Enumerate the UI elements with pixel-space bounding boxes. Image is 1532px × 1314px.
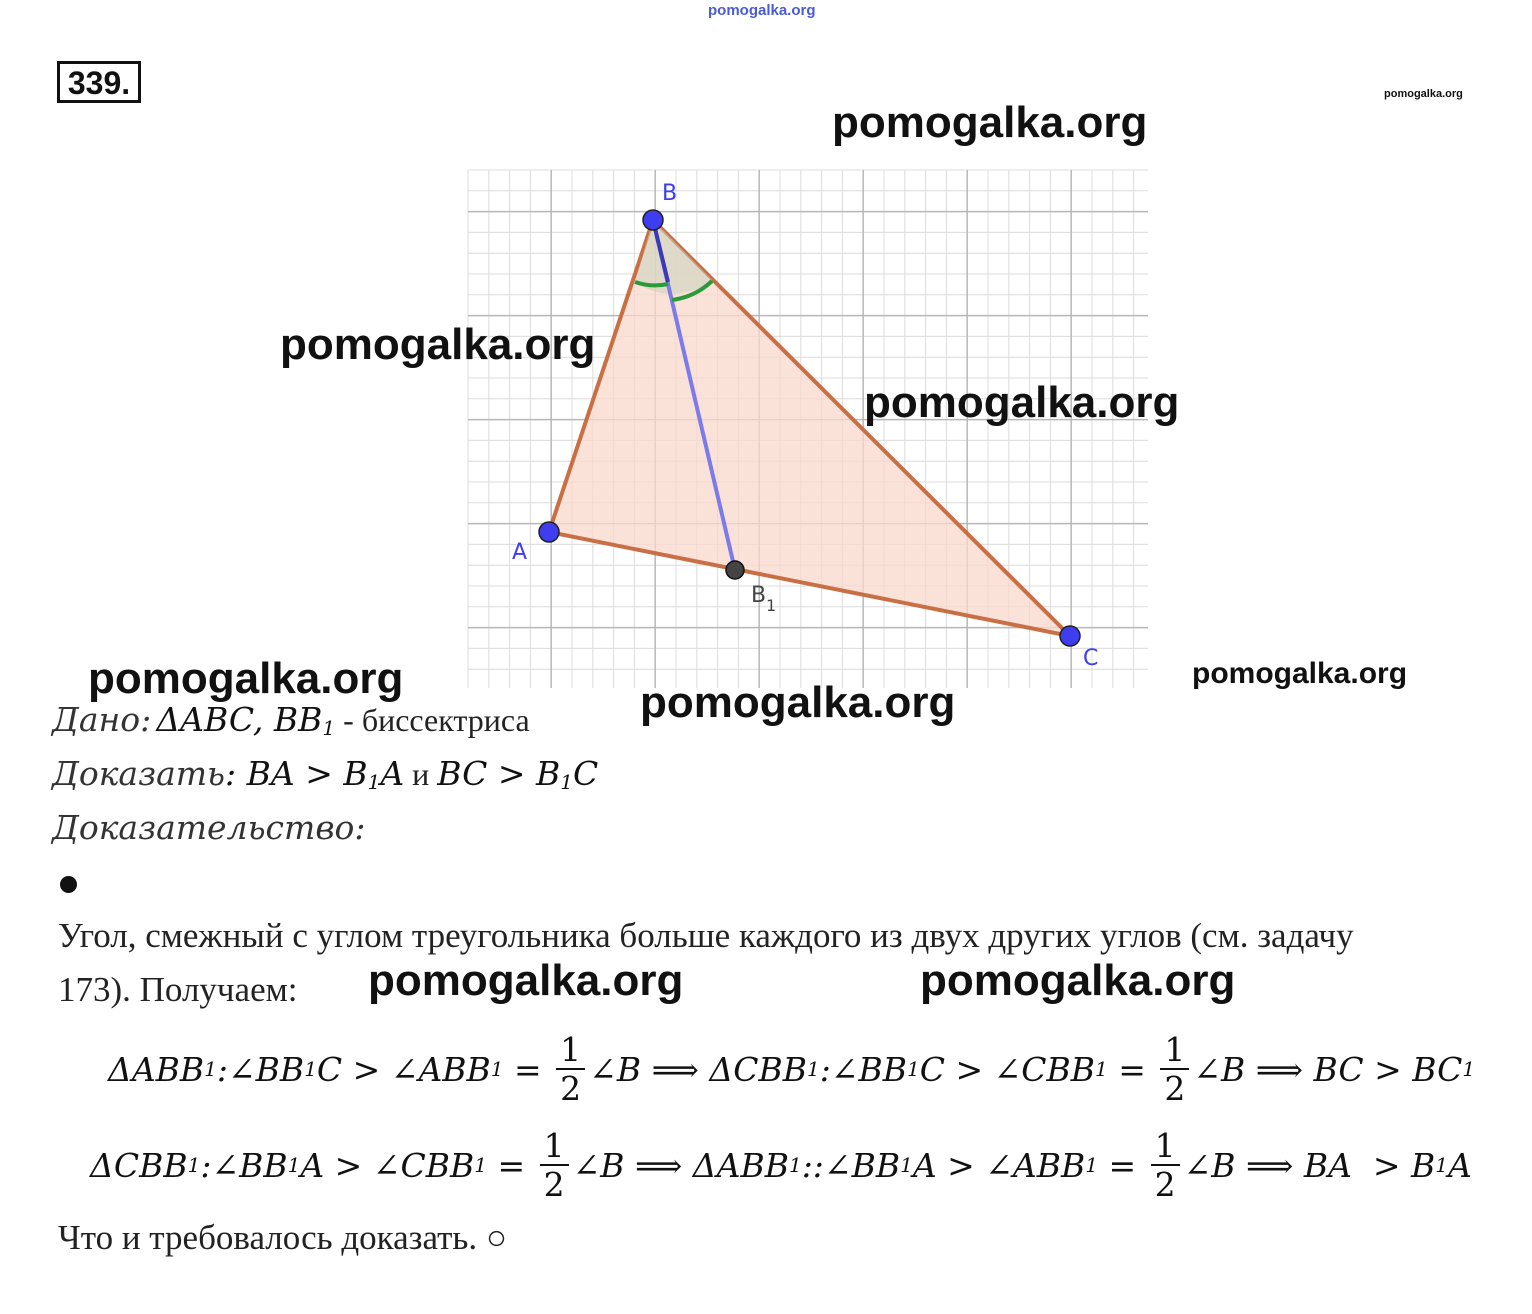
- proof-label-colon: :: [354, 808, 366, 847]
- conclusion-text: Что и требовалось доказать. ○: [58, 1218, 508, 1257]
- prove-math2: A: [380, 754, 405, 793]
- text-line2: 173). Получаем:: [58, 970, 298, 1009]
- watermark-5: pomogalka.org: [1192, 657, 1408, 690]
- given-math: ΔABC, BB: [156, 700, 323, 739]
- given-line: [52, 700, 530, 740]
- label-b1-sub: 1: [766, 596, 777, 615]
- prove-math3: BC > B: [437, 754, 561, 793]
- watermark-3: pomogalka.org: [864, 378, 1180, 427]
- label-b: B: [662, 181, 678, 206]
- label-a: A: [512, 540, 528, 565]
- watermark-8: pomogalka.org: [920, 956, 1236, 1005]
- prove-label: Доказать: [52, 754, 226, 793]
- triangle-abc: [549, 220, 1070, 636]
- label-c: C: [1083, 646, 1099, 671]
- given-tail: - биссектриса: [335, 702, 530, 738]
- text-line1: Угол, смежный с углом треугольника больше каждого из двух других углов (см. задачу: [58, 916, 1354, 955]
- watermark-top: pomogalka.org: [708, 2, 816, 19]
- given-sub: 1: [322, 716, 336, 741]
- watermark-2: pomogalka.org: [280, 320, 596, 369]
- fraction-half: $\frac{1}{2}$: [1151, 1129, 1180, 1201]
- equation-2: ΔCBB 1 :∠BB 1 A > ∠CBB 1 = $\frac{1}{2}$ ∠B ⟹ ΔABB 1 ::∠BB 1 A > ∠ABB 1 = $\frac{1}{2}$ ∠B ⟹ BA > B 1 A: [90, 1126, 1472, 1204]
- watermark-1: pomogalka.org: [832, 98, 1148, 147]
- prove-line: [52, 754, 598, 794]
- watermark-7: pomogalka.org: [368, 956, 684, 1005]
- proof-label: [52, 808, 366, 847]
- vertex-c: [1060, 626, 1080, 646]
- watermark-small: pomogalka.org: [1384, 88, 1463, 100]
- fraction-half: $\frac{1}{2}$: [1160, 1033, 1189, 1105]
- given-label: Дано: [52, 700, 141, 739]
- prove-conj: и: [404, 756, 438, 792]
- problem-number: 339.: [57, 61, 141, 103]
- vertex-b: [643, 210, 663, 230]
- point-b1: [726, 561, 744, 579]
- fraction-half: $\frac{1}{2}$: [556, 1033, 585, 1105]
- watermark-4: pomogalka.org: [88, 654, 404, 703]
- prove-sub2: 1: [560, 770, 574, 795]
- equation-1: ΔABB 1 :∠BB 1 C > ∠ABB 1 = $\frac{1}{2}$ ∠B ⟹ ΔCBB 1 :∠BB 1 C > ∠CBB 1 = $\frac{1}{2}$ ∠B ⟹ BC > BC 1: [108, 1030, 1476, 1108]
- vertex-a: [539, 522, 559, 542]
- prove-math4: C: [573, 754, 599, 793]
- fraction-half: $\frac{1}{2}$: [540, 1129, 569, 1201]
- given-colon: :: [140, 700, 152, 739]
- bullet-icon: [60, 876, 77, 893]
- proof-label-text: Доказательство: [52, 808, 355, 847]
- label-b1: B: [751, 583, 767, 608]
- watermark-6: pomogalka.org: [640, 678, 956, 727]
- prove-sub1: 1: [367, 770, 381, 795]
- prove-math1: : BA > B: [225, 754, 368, 793]
